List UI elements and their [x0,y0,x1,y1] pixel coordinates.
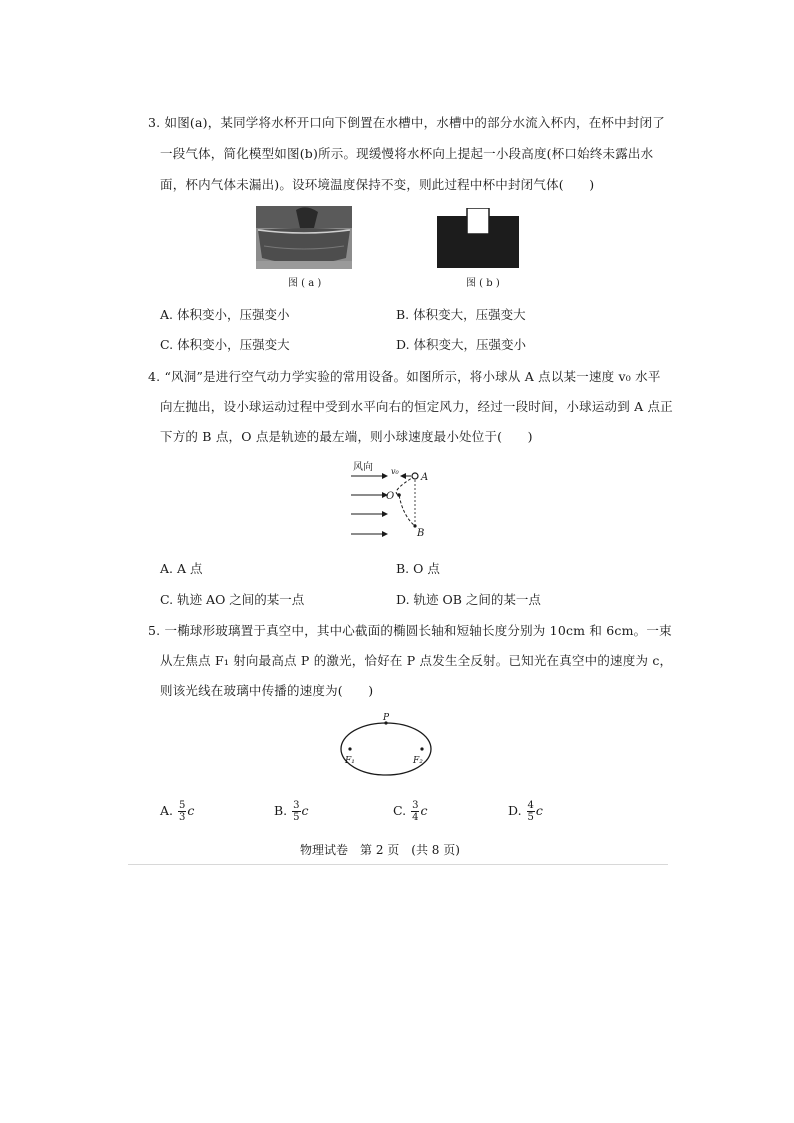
point-b-label: B [417,528,425,539]
option-d-numerator: 4 [527,800,534,811]
figure-b-diagram [437,208,519,268]
point-a-marker [412,473,418,479]
focus-f2-marker [420,747,423,750]
q5-option-b [274,800,309,823]
q5-option-d [508,800,543,823]
figure-b-caption: 图 ( b ) [466,278,500,289]
q5-option-a [160,800,194,823]
q3-text-line-1: 3. 如图(a)，某同学将水杯开口向下倒置在水槽中，水槽中的部分水流入杯内，在杯中封闭了 [148,115,665,130]
q5-option-c [393,800,427,823]
q3-option-b: B. 体积变大，压强变大 [396,307,526,322]
option-b-fraction [292,800,300,823]
option-d-prefix: D. [508,803,522,818]
q4-text-line-2: 向左抛出，设小球运动过程中受到水平向右的恒定风力，经过一段时间，小球运动到 A 点正 [160,399,673,414]
footer-divider [128,864,668,865]
option-d-fraction [527,800,535,823]
option-c-denominator: 4 [412,812,419,823]
wind-tunnel-diagram [345,458,445,546]
q4-option-c: C. 轨迹 AO 之间的某一点 [160,592,305,607]
q4-option-a: A. A 点 [160,561,203,576]
option-a-fraction [178,800,186,823]
point-o-marker [397,493,401,497]
option-d-denominator: 5 [527,812,534,823]
q3-option-c: C. 体积变小，压强变大 [160,337,290,352]
focus-f1-label: F₁ [345,756,355,766]
wind-direction-label: 风向 [353,462,373,473]
q3-text-line-2: 一段气体，简化模型如图(b)所示。现缓慢将水杯向上提起一小段高度(杯口始终未露出水 [160,146,654,161]
option-c-fraction [411,800,419,823]
focus-f1-marker [348,747,351,750]
option-b-numerator: 3 [293,800,300,811]
page-footer: 物理试卷 第 2 页 (共 8 页) [300,843,460,857]
point-o-label: O [386,491,395,502]
option-a-prefix: A. [160,803,174,818]
q5-text-line-2: 从左焦点 F₁ 射向最高点 P 的激光，恰好在 P 点发生全反射。已知光在真空中的速度为 c， [160,653,673,668]
q5-text-line-1: 5. 一椭球形玻璃置于真空中，其中心截面的椭圆长轴和短轴长度分别为 10cm 和 6cm。一束 [148,623,672,638]
q3-option-a: A. 体积变小，压强变小 [160,307,290,322]
point-p-label: P [383,713,390,723]
focus-f2-label: F₂ [413,756,423,766]
option-b-c: c [301,803,309,818]
option-c-c: c [420,803,428,818]
v0-label: v₀ [391,467,399,476]
q4-option-b: B. O 点 [396,561,440,576]
q3-option-d: D. 体积变大，压强变小 [396,337,527,352]
figure-a-caption: 图 ( a ) [288,278,322,289]
figure-a-photo [256,206,352,269]
ellipse-outline [341,723,431,775]
option-b-denominator: 5 [293,812,300,823]
option-c-prefix: C. [393,803,407,818]
q4-option-d: D. 轨迹 OB 之间的某一点 [396,592,541,607]
q4-text-line-1: 4. “风洞”是进行空气动力学实验的常用设备。如图所示，将小球从 A 点以某一速度 v₀ 水平 [148,369,661,384]
option-a-c: c [187,803,195,818]
option-b-prefix: B. [274,803,288,818]
point-a-label: A [421,472,429,483]
ellipse-diagram [333,712,439,778]
q3-text-line-3: 面，杯内气体未漏出)。设环境温度保持不变，则此过程中杯中封闭气体( ) [160,177,595,192]
option-c-numerator: 3 [412,800,419,811]
option-a-numerator: 5 [179,800,186,811]
option-d-c: c [535,803,543,818]
trajectory-curve [396,476,415,526]
q5-text-line-3: 则该光线在玻璃中传播的速度为( ) [160,683,374,698]
q4-text-line-3: 下方的 B 点，O 点是轨迹的最左端，则小球速度最小处位于( ) [160,429,533,444]
option-a-denominator: 3 [179,812,186,823]
